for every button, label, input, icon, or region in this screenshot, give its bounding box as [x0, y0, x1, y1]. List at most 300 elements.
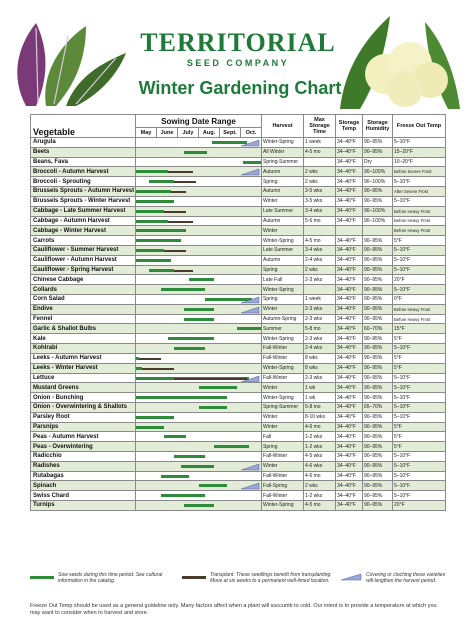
table-row — [31, 265, 446, 275]
sowing-range-cell — [136, 481, 262, 491]
transplant-bar — [171, 191, 186, 193]
freeze-out-cell: 5–10°F — [393, 255, 446, 265]
table-row — [31, 285, 446, 295]
freeze-out-cell: 5–10°F — [393, 344, 446, 354]
freeze-out-cell: 15–20°F — [393, 147, 446, 157]
table-row — [31, 383, 446, 393]
harvest-cell: Winter — [262, 461, 304, 471]
vegetable-name: Kale — [31, 334, 136, 344]
max-storage-cell: 2-3 wks — [304, 334, 336, 344]
storage-temp-cell: 34–40°F — [336, 452, 363, 462]
harvest-cell: Autumn — [262, 167, 304, 177]
storage-humidity-cell: 90–95% — [363, 147, 393, 157]
table-body — [31, 138, 446, 511]
harvest-cell: Fall-Winter — [262, 491, 304, 501]
vegetable-name: Carrots — [31, 236, 136, 246]
storage-temp-cell: 34–40°F — [336, 304, 363, 314]
sowing-range-cell — [136, 167, 262, 177]
sowing-range-cell — [136, 402, 262, 412]
vegetable-name: Radishes — [31, 461, 136, 471]
sow-bar — [164, 435, 187, 438]
sow-bar — [174, 347, 206, 350]
storage-humidity-cell: 90–95% — [363, 481, 393, 491]
table-row — [31, 501, 446, 511]
harvest-cell: Winter — [262, 412, 304, 422]
table-row — [31, 461, 446, 471]
sowing-range-cell — [136, 147, 262, 157]
freeze-out-cell: 5°F — [393, 353, 446, 363]
sowing-range-cell — [136, 177, 262, 187]
harvest-cell: Fall — [262, 432, 304, 442]
sowing-range-cell — [136, 275, 262, 285]
harvest-cell: Fall-Winter — [262, 353, 304, 363]
column-header-freeze-out: Freeze Out Temp — [393, 115, 446, 138]
table-row — [31, 442, 446, 452]
sowing-range-cell — [136, 187, 262, 197]
cover-wedge-icon — [240, 482, 260, 490]
sowing-range-cell — [136, 206, 262, 216]
storage-humidity-cell: 90–100% — [363, 216, 393, 226]
max-storage-cell: 2-3 wks — [304, 314, 336, 324]
harvest-cell: Winter — [262, 422, 304, 432]
storage-temp-cell: 34–40°F — [336, 275, 363, 285]
max-storage-cell: 1 wk — [304, 383, 336, 393]
transplant-bar — [174, 378, 247, 380]
sowing-range-cell — [136, 226, 262, 236]
cover-wedge-icon — [240, 139, 260, 147]
harvest-cell: Winter-Spring — [262, 393, 304, 403]
max-storage-cell: 2 wks — [304, 265, 336, 275]
storage-humidity-cell: 90–95% — [363, 353, 393, 363]
table-row — [31, 177, 446, 187]
storage-temp-cell: 34–40°F — [336, 138, 363, 148]
sowing-range-cell — [136, 461, 262, 471]
storage-humidity-cell: 90–95% — [363, 461, 393, 471]
transplant-bar — [168, 171, 193, 173]
vegetable-name: Broccoli - Sprouting — [31, 177, 136, 187]
vegetable-name: Cauliflower - Summer Harvest — [31, 245, 136, 255]
freeze-out-cell: 5°F — [393, 442, 446, 452]
storage-temp-cell: 34–40°F — [336, 402, 363, 412]
table-row — [31, 138, 446, 148]
sow-bar — [136, 229, 186, 232]
storage-humidity-cell: 90–95% — [363, 442, 393, 452]
vegetable-name: Beans, Fava — [31, 157, 136, 167]
harvest-cell: Fall-Winter — [262, 471, 304, 481]
storage-temp-cell: 34–40°F — [336, 285, 363, 295]
harvest-cell: Late Fall — [262, 275, 304, 285]
storage-humidity-cell: 90–95% — [363, 344, 393, 354]
sowing-range-cell — [136, 432, 262, 442]
column-header-max-storage: Max Storage Time — [304, 115, 336, 138]
vegetable-name: Spinach — [31, 481, 136, 491]
max-storage-cell: 1-2 wks — [304, 491, 336, 501]
sowing-range-cell — [136, 196, 262, 206]
table-row — [31, 275, 446, 285]
sowing-range-cell — [136, 491, 262, 501]
vegetable-name: Cauliflower - Spring Harvest — [31, 265, 136, 275]
table-row — [31, 452, 446, 462]
sowing-range-cell — [136, 363, 262, 373]
storage-temp-cell: 34–40°F — [336, 393, 363, 403]
freeze-out-cell: 5–10°F — [393, 373, 446, 383]
sowing-range-cell — [136, 422, 262, 432]
max-storage-cell: 1-2 wks — [304, 432, 336, 442]
storage-humidity-cell: 90–95% — [363, 255, 393, 265]
storage-temp-cell: 34–40°F — [336, 236, 363, 246]
harvest-cell: Late Summer — [262, 245, 304, 255]
sow-bar — [136, 416, 174, 419]
legend-sow-swatch — [30, 576, 54, 579]
max-storage-cell: 2 wks — [304, 167, 336, 177]
freeze-out-cell: 5–10°F — [393, 471, 446, 481]
storage-temp-cell: 34–40°F — [336, 157, 363, 167]
storage-temp-cell: 34–40°F — [336, 422, 363, 432]
harvest-cell: Autumn — [262, 255, 304, 265]
max-storage-cell: 3-4 wks — [304, 245, 336, 255]
max-storage-cell: 5-6 mo — [304, 216, 336, 226]
table-row — [31, 393, 446, 403]
harvest-cell: Winter — [262, 383, 304, 393]
sow-bar — [184, 504, 214, 507]
storage-humidity-cell: 90–95% — [363, 373, 393, 383]
table-row — [31, 334, 446, 344]
sow-bar — [136, 190, 171, 193]
freeze-out-cell: 20°F — [393, 275, 446, 285]
cover-wedge-icon — [240, 375, 260, 383]
sow-bar — [168, 337, 215, 340]
cover-wedge-icon — [240, 463, 260, 471]
harvest-cell: Spring-Summer — [262, 402, 304, 412]
vegetable-name: Corn Salad — [31, 295, 136, 305]
harvest-cell: Fall-Spring — [262, 481, 304, 491]
storage-temp-cell: 34–40°F — [336, 501, 363, 511]
sowing-range-cell — [136, 255, 262, 265]
transplant-bar — [168, 221, 193, 223]
freeze-out-cell: 5°F — [393, 236, 446, 246]
freeze-out-cell: 5–10°F — [393, 177, 446, 187]
harvest-cell: Fall-Winter — [262, 452, 304, 462]
transplant-bar — [139, 358, 162, 360]
vegetable-name: Chinese Cabbage — [31, 275, 136, 285]
max-storage-cell: 2 wks — [304, 481, 336, 491]
storage-temp-cell: 34–40°F — [336, 265, 363, 275]
sow-bar — [237, 327, 262, 330]
legend-cover-text: Covering or cloching these varieties will lengthen the harvest period. — [366, 572, 446, 584]
harvest-cell: Fall-Winter — [262, 373, 304, 383]
table-row — [31, 236, 446, 246]
harvest-cell: Autumn-Spring — [262, 314, 304, 324]
max-storage-cell: 4-5 mo — [304, 236, 336, 246]
brand-subtitle: SEED COMPANY — [186, 58, 290, 68]
sow-bar — [181, 465, 214, 468]
cover-wedge-icon — [240, 306, 260, 314]
sowing-range-cell — [136, 383, 262, 393]
sowing-range-cell — [136, 344, 262, 354]
month-header: Sept. — [220, 128, 241, 138]
sowing-range-cell — [136, 245, 262, 255]
harvest-cell: Winter — [262, 196, 304, 206]
storage-humidity-cell: 90–95% — [363, 236, 393, 246]
storage-temp-cell: 34–40°F — [336, 471, 363, 481]
table-row — [31, 471, 446, 481]
footnote: Freeze Out Temp should be used as a general guideline only. Many factors affect when a plant will succumb to cold. Our intent is to provide a temperature at which you may want to consider when to harvest and store. — [30, 603, 437, 616]
month-header: Oct. — [241, 128, 262, 138]
vegetable-name: Endive — [31, 304, 136, 314]
harvest-cell: Winter-Spring — [262, 334, 304, 344]
page-title: Winter Gardening Chart — [138, 78, 342, 98]
harvest-cell: Winter-Spring — [262, 236, 304, 246]
vegetable-name: Parsnips — [31, 422, 136, 432]
sow-bar — [136, 200, 174, 203]
storage-temp-cell: 34–40°F — [336, 442, 363, 452]
vegetable-name: Onion - Overwintering & Shallots — [31, 402, 136, 412]
storage-temp-cell: 34–40°F — [336, 245, 363, 255]
storage-humidity-cell: 90–95% — [363, 295, 393, 305]
sow-bar — [243, 161, 261, 164]
freeze-out-cell: 5–10°F — [393, 491, 446, 501]
storage-temp-cell: 34–40°F — [336, 295, 363, 305]
freeze-out-cell: 5°F — [393, 334, 446, 344]
freeze-out-cell: 5–10°F — [393, 412, 446, 422]
table-row — [31, 314, 446, 324]
storage-humidity-cell: 90–95% — [363, 285, 393, 295]
max-storage-cell: 2-3 wks — [304, 304, 336, 314]
max-storage-cell: 5-8 mo — [304, 402, 336, 412]
table-row — [31, 491, 446, 501]
harvest-cell: Summer — [262, 324, 304, 334]
storage-humidity-cell: 90–95% — [363, 363, 393, 373]
month-header: June — [157, 128, 178, 138]
table-row — [31, 324, 446, 334]
freeze-out-cell: 5°F — [393, 432, 446, 442]
vegetable-name: Brussels Sprouts - Autumn Harvest — [31, 187, 136, 197]
harvest-cell: Winter-Spring — [262, 363, 304, 373]
vegetable-name: Onion - Bunching — [31, 393, 136, 403]
transplant-bar — [174, 181, 197, 183]
sowing-range-cell — [136, 353, 262, 363]
freeze-out-cell: 5–10°F — [393, 285, 446, 295]
sowing-range-cell — [136, 471, 262, 481]
vegetable-name: Swiss Chard — [31, 491, 136, 501]
sow-bar — [149, 180, 174, 183]
harvest-cell: Winter — [262, 226, 304, 236]
storage-humidity-cell: 90–100% — [363, 206, 393, 216]
cover-wedge-icon — [240, 296, 260, 304]
storage-temp-cell: 34–40°F — [336, 373, 363, 383]
sow-bar — [136, 210, 164, 213]
freeze-out-cell: Before Heavy Frost — [393, 314, 446, 324]
vegetable-name: Arugula — [31, 138, 136, 148]
max-storage-cell: 4-6 mo — [304, 471, 336, 481]
freeze-out-cell: 5–10°F — [393, 393, 446, 403]
table-row — [31, 304, 446, 314]
sowing-range-cell — [136, 138, 262, 148]
sow-bar — [199, 406, 227, 409]
max-storage-cell: 3-5 wks — [304, 187, 336, 197]
column-header-harvest: Harvest — [262, 115, 304, 138]
freeze-out-cell: 5°F — [393, 422, 446, 432]
table-row — [31, 157, 446, 167]
chart-header — [0, 0, 474, 108]
storage-temp-cell: 34–40°F — [336, 314, 363, 324]
freeze-out-cell: 0°F — [393, 295, 446, 305]
table-row — [31, 167, 446, 177]
freeze-out-cell: 20°F — [393, 501, 446, 511]
max-storage-cell: 1 week — [304, 295, 336, 305]
storage-temp-cell: 34–40°F — [336, 255, 363, 265]
table-row — [31, 481, 446, 491]
max-storage-cell: 3-5 wks — [304, 196, 336, 206]
sow-bar — [136, 259, 171, 262]
storage-humidity-cell: 90–95% — [363, 412, 393, 422]
max-storage-cell: 1 week — [304, 138, 336, 148]
storage-temp-cell: 34–40°F — [336, 383, 363, 393]
month-header: May — [136, 128, 157, 138]
sow-bar — [184, 151, 207, 154]
storage-temp-cell: 34–40°F — [336, 491, 363, 501]
vegetable-name: Garlic & Shallot Bulbs — [31, 324, 136, 334]
vegetable-name: Beets — [31, 147, 136, 157]
harvest-cell: All Winter — [262, 147, 304, 157]
storage-temp-cell: 34–40°F — [336, 353, 363, 363]
harvest-cell: Winter — [262, 304, 304, 314]
brand-name: TERRITORIAL — [140, 28, 336, 57]
freeze-out-cell: 5–10°F — [393, 138, 446, 148]
storage-humidity-cell: 90–95% — [363, 383, 393, 393]
table-row — [31, 402, 446, 412]
max-storage-cell: 8-10 wks — [304, 412, 336, 422]
storage-temp-cell: 34–40°F — [336, 481, 363, 491]
max-storage-cell: 4-6 mo — [304, 422, 336, 432]
table-row — [31, 206, 446, 216]
storage-humidity-cell: 90–95% — [363, 138, 393, 148]
freeze-out-cell: 5–10°F — [393, 383, 446, 393]
storage-temp-cell: 34–40°F — [336, 196, 363, 206]
vegetable-name: Leeks - Autumn Harvest — [31, 353, 136, 363]
legend-transplant-text: Transplant: These seedlings benefit from transplanting. Move at six weeks to a permanent well-limed location. — [210, 572, 332, 584]
sowing-range-cell — [136, 304, 262, 314]
table-row — [31, 363, 446, 373]
max-storage-cell: 2-4 wks — [304, 255, 336, 265]
harvest-cell: Spring — [262, 177, 304, 187]
table-row — [31, 187, 446, 197]
sowing-range-cell — [136, 236, 262, 246]
legend-transplant-swatch — [182, 576, 206, 579]
storage-humidity-cell: 90–95% — [363, 422, 393, 432]
freeze-out-cell: 5–10°F — [393, 245, 446, 255]
freeze-out-cell: 5°F — [393, 363, 446, 373]
table-row — [31, 373, 446, 383]
storage-temp-cell: 34–40°F — [336, 147, 363, 157]
max-storage-cell: 1-2 wks — [304, 442, 336, 452]
legend — [30, 572, 445, 598]
table-row — [31, 422, 446, 432]
storage-humidity-cell — [363, 226, 393, 236]
table-row — [31, 295, 446, 305]
vegetable-name: Rutabagas — [31, 471, 136, 481]
sowing-range-cell — [136, 334, 262, 344]
max-storage-cell: 2-3 wks — [304, 373, 336, 383]
max-storage-cell: 5-8 mo — [304, 324, 336, 334]
sow-bar — [136, 426, 164, 429]
storage-humidity-cell: 90–95% — [363, 491, 393, 501]
harvest-cell: Spring-Summer — [262, 157, 304, 167]
freeze-out-cell: 5–10°F — [393, 402, 446, 412]
freeze-out-cell: 5–10°F — [393, 481, 446, 491]
harvest-cell: Spring — [262, 295, 304, 305]
sow-bar — [161, 288, 205, 291]
freeze-out-cell: After Severe Frost — [393, 187, 446, 197]
storage-temp-cell: 34–40°F — [336, 216, 363, 226]
max-storage-cell: 4-5 wks — [304, 452, 336, 462]
max-storage-cell: 1 wk — [304, 393, 336, 403]
harvest-cell: Spring — [262, 442, 304, 452]
storage-temp-cell: 34–40°F — [336, 324, 363, 334]
vegetable-name: Cabbage - Autumn Harvest — [31, 216, 136, 226]
harvest-cell: Autumn — [262, 216, 304, 226]
sow-bar — [136, 239, 181, 242]
sow-bar — [136, 220, 168, 223]
harvest-cell: Winter-Spring — [262, 285, 304, 295]
storage-temp-cell: 34–40°F — [336, 461, 363, 471]
vegetable-name: Cauliflower - Autumn Harvest — [31, 255, 136, 265]
storage-humidity-cell: 90–95% — [363, 432, 393, 442]
storage-humidity-cell: 90–95% — [363, 265, 393, 275]
sowing-range-cell — [136, 442, 262, 452]
storage-temp-cell: 34–40°F — [336, 363, 363, 373]
storage-humidity-cell: Dry — [363, 157, 393, 167]
sowing-range-cell — [136, 412, 262, 422]
legend-cover-swatch — [340, 573, 362, 581]
sowing-range-cell — [136, 373, 262, 383]
max-storage-cell: 2-4 wks — [304, 344, 336, 354]
storage-temp-cell — [336, 226, 363, 236]
sow-bar — [214, 445, 249, 448]
table-row — [31, 255, 446, 265]
sow-bar — [189, 278, 214, 281]
freeze-out-cell: 5–10°F — [393, 196, 446, 206]
storage-temp-cell: 34–40°F — [336, 177, 363, 187]
sow-bar — [184, 318, 214, 321]
storage-temp-cell: 34–40°F — [336, 432, 363, 442]
sow-bar — [199, 386, 237, 389]
storage-humidity-cell: 90–95% — [363, 471, 393, 481]
storage-humidity-cell: 90–100% — [363, 167, 393, 177]
freeze-out-cell: Before Severe Frost — [393, 167, 446, 177]
vegetable-name: Leeks - Winter Harvest — [31, 363, 136, 373]
max-storage-cell: 4-5 mo — [304, 147, 336, 157]
max-storage-cell — [304, 285, 336, 295]
storage-humidity-cell: 90–95% — [363, 304, 393, 314]
table-row — [31, 226, 446, 236]
sow-bar — [149, 269, 174, 272]
table-row — [31, 196, 446, 206]
storage-humidity-cell: 90–100% — [363, 177, 393, 187]
sow-bar — [184, 308, 214, 311]
freeze-out-cell: Before Heavy Frost — [393, 304, 446, 314]
storage-humidity-cell: 90–95% — [363, 245, 393, 255]
cauliflower-illustration — [330, 14, 470, 114]
storage-humidity-cell: 90–95% — [363, 393, 393, 403]
freeze-out-cell: 5–10°F — [393, 265, 446, 275]
sowing-range-cell — [136, 324, 262, 334]
storage-temp-cell: 34–40°F — [336, 412, 363, 422]
column-header-vegetable: Vegetable — [31, 115, 136, 138]
table-row — [31, 353, 446, 363]
storage-humidity-cell: 90–95% — [363, 187, 393, 197]
sow-bar — [161, 475, 189, 478]
